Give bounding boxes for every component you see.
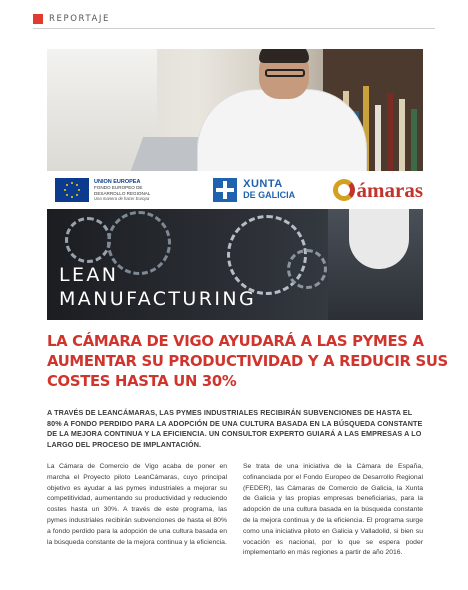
- eu-line1: FONDO EUROPEO DE: [94, 185, 143, 191]
- xunta-line1: XUNTA: [243, 178, 283, 190]
- eu-title: UNION EUROPEA: [94, 179, 141, 186]
- camaras-wordmark: ámaras: [356, 177, 423, 202]
- section-tag: [33, 12, 110, 26]
- body-column-left: La Cámara de Comercio de Vigo acaba de poner en marcha el Proyecto piloto LeanCámaras, cuyo principal objetivo es ayudar a las pymes industriales a mejorar su competitividad, aumentando su productividad y reduciendo costes hasta un 30%. A través de este programa, las pymes industriales recibirán subvenciones de hasta el 80% a fondo perdido para la adopción de una cultura basada en la búsqueda constante de la mejora continua y la eficiencia.: [47, 463, 227, 546]
- eu-flag-icon: [55, 178, 89, 202]
- headline-line3: COSTES HASTA UN 30%: [47, 373, 237, 390]
- gear-icon: [65, 217, 111, 263]
- eu-line2: DESARROLLO REGIONAL: [94, 190, 151, 196]
- glasses-icon: [265, 69, 305, 77]
- body-column-right: Se trata de una iniciativa de la Cámara de España, cofinanciada por el Fondo Europeo de Desarrollo Regional (FEDER), las Cámaras de Comercio de Galicia, la Xunta de Galicia y las propias empresas beneficiarias, para la adopción de una cultura basada en la búsqueda constante de la mejora continua y de la eficiencia. El programa surge como una iniciativa piloto en Galicia y Valladolid, si bien su vocación es nacional, por lo que se espera poder implementarlo en más regiones a partir de año 2016.: [243, 463, 423, 557]
- camaras-logo: [333, 178, 424, 203]
- lean-banner: [47, 209, 423, 320]
- xunta-line2: DE GALICIA: [243, 190, 296, 200]
- section-marker: [33, 14, 43, 24]
- article-lead: A TRAVÉS DE LEANCÁMARAS, LAS PYMES INDUSTRIALES RECIBIRÁN SUBVENCIONES DE HASTA EL 80% A FONDO PERDIDO PARA LA ADOPCIÓN DE UNA CULTURA BASADA EN LA BÚSQUEDA CONSTANTE DE LA MEJORA CONTINUA Y LA EFICIENCIA. UN CONSULTOR EXPERTO GUIARÁ A LAS EMPRESAS A LO LARGO DEL PROCESO DE IMPLANTACIÓN.: [47, 408, 423, 449]
- article-headline: [47, 332, 448, 392]
- banner-title: [59, 263, 256, 311]
- section-label: REPORTAJE: [49, 14, 111, 24]
- banner-line1: LEAN: [59, 264, 119, 286]
- top-divider: [33, 28, 435, 29]
- gear-icon: [287, 249, 327, 289]
- cross-icon: [213, 178, 237, 202]
- sponsor-logos: [47, 171, 423, 209]
- camaras-c-icon: [333, 179, 355, 201]
- hero-person: [197, 89, 367, 171]
- headline-line1: LA CÁMARA DE VIGO AYUDARÁ A LAS PYMES A: [47, 333, 424, 350]
- headline-line2: AUMENTAR SU PRODUCTIVIDAD Y A REDUCIR SUS: [47, 353, 448, 370]
- eu-motto: Una manera de hacer Europa: [94, 195, 150, 201]
- hero-photo: [47, 49, 423, 171]
- xunta-logo: [213, 178, 318, 202]
- eu-logo: [55, 178, 189, 202]
- banner-line2: MANUFACTURING: [59, 288, 257, 310]
